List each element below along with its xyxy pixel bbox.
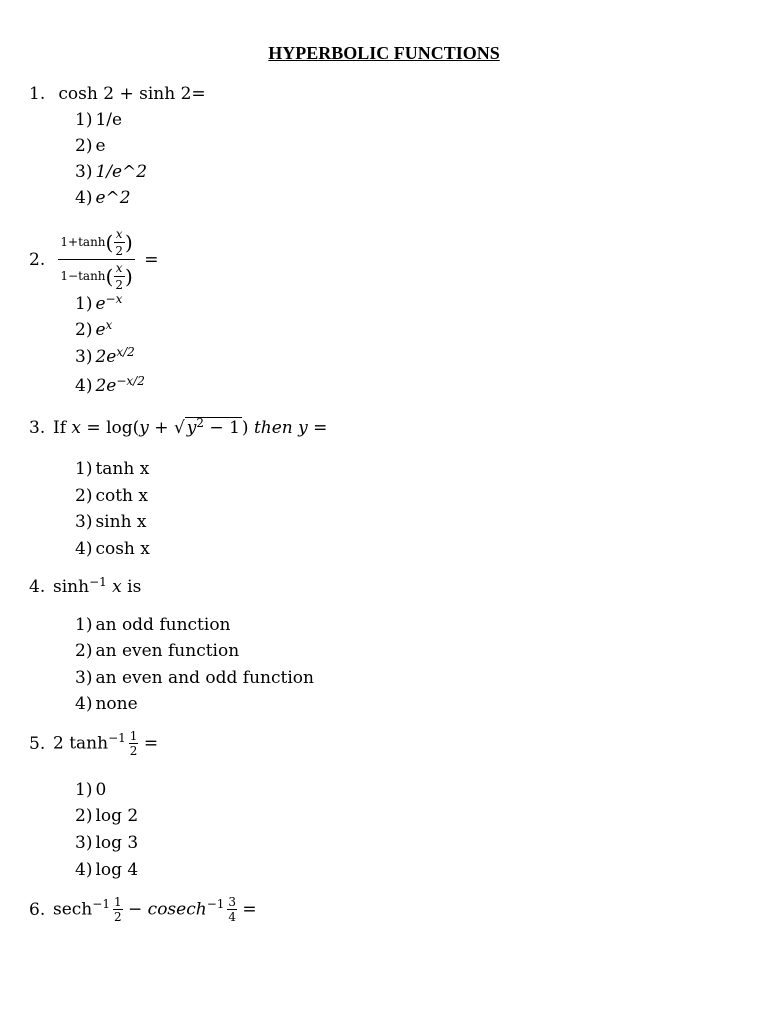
- question-number: 6.: [29, 899, 46, 920]
- question-text: cosh 2 + sinh 2=: [58, 84, 206, 104]
- q1-option-2: 2) e: [75, 136, 106, 156]
- fraction: $\frac{3}{4}$: [228, 895, 237, 924]
- q3-option-3: 3) sinh x: [75, 512, 147, 532]
- q1-option-1: 1) 1/e: [75, 110, 123, 130]
- q4-option-1: 1) an odd function: [75, 615, 231, 635]
- q2-option-1: 1) $e^{-x}$: [75, 292, 123, 314]
- q4-option-2: 2) an even function: [75, 641, 240, 661]
- question-number: 4.: [29, 577, 46, 597]
- q3-option-4: 4) cosh x: [75, 539, 150, 559]
- question-5: 5. 2 $\tanh^{-1}$ $\frac{1}{2}$ =: [29, 729, 159, 758]
- q2-option-3: 3) $2e^{x/2}$: [75, 345, 135, 367]
- q5-option-3: 3) log 3: [75, 833, 139, 853]
- fraction: 1+tanh( $\frac{x}{2}$ ) 1−tanh( $\frac{x}{2}$ ): [60, 227, 133, 292]
- question-number: 5.: [29, 733, 46, 754]
- question-6: 6. sech$^{-1}$ $\frac{1}{2}$ − cosech$^{-1}$ $\frac{3}{4}$ =: [29, 895, 257, 924]
- square-root: √ $y^2 - 1$: [173, 416, 240, 438]
- q5-option-4: 4) log 4: [75, 860, 139, 880]
- question-number: 1.: [29, 84, 46, 104]
- question-number: 3.: [29, 418, 46, 438]
- q1-option-3: 3) 1/e^2: [75, 162, 148, 182]
- question-2: 2. 1+tanh( $\frac{x}{2}$ ) 1−tanh( $\frac{x}{2}$ ) =: [29, 227, 159, 292]
- q2-option-4: 4) $2e^{-x/2}$: [75, 374, 145, 396]
- question-3: 3. If x = log(y + √ $y^2 - 1$ ) then y =: [29, 416, 328, 438]
- q5-option-1: 1) 0: [75, 780, 107, 800]
- page-title: HYPERBOLIC FUNCTIONS: [268, 43, 500, 63]
- q4-option-3: 3) an even and odd function: [75, 668, 314, 688]
- q3-option-2: 2) coth x: [75, 486, 148, 506]
- q2-option-2: 2) $e^x$: [75, 318, 113, 340]
- question-number: 2.: [29, 249, 46, 270]
- q3-option-1: 1) tanh x: [75, 459, 150, 479]
- fraction: $\frac{1}{2}$: [113, 895, 122, 924]
- question-1: [29, 84, 206, 104]
- q5-option-2: 2) log 2: [75, 806, 139, 826]
- q4-option-4: 4) none: [75, 694, 138, 714]
- fraction: $\frac{1}{2}$: [129, 729, 138, 758]
- question-4: 4. $\sinh^{-1} x$ is: [29, 575, 142, 597]
- q1-option-4: 4) e^2: [75, 188, 131, 208]
